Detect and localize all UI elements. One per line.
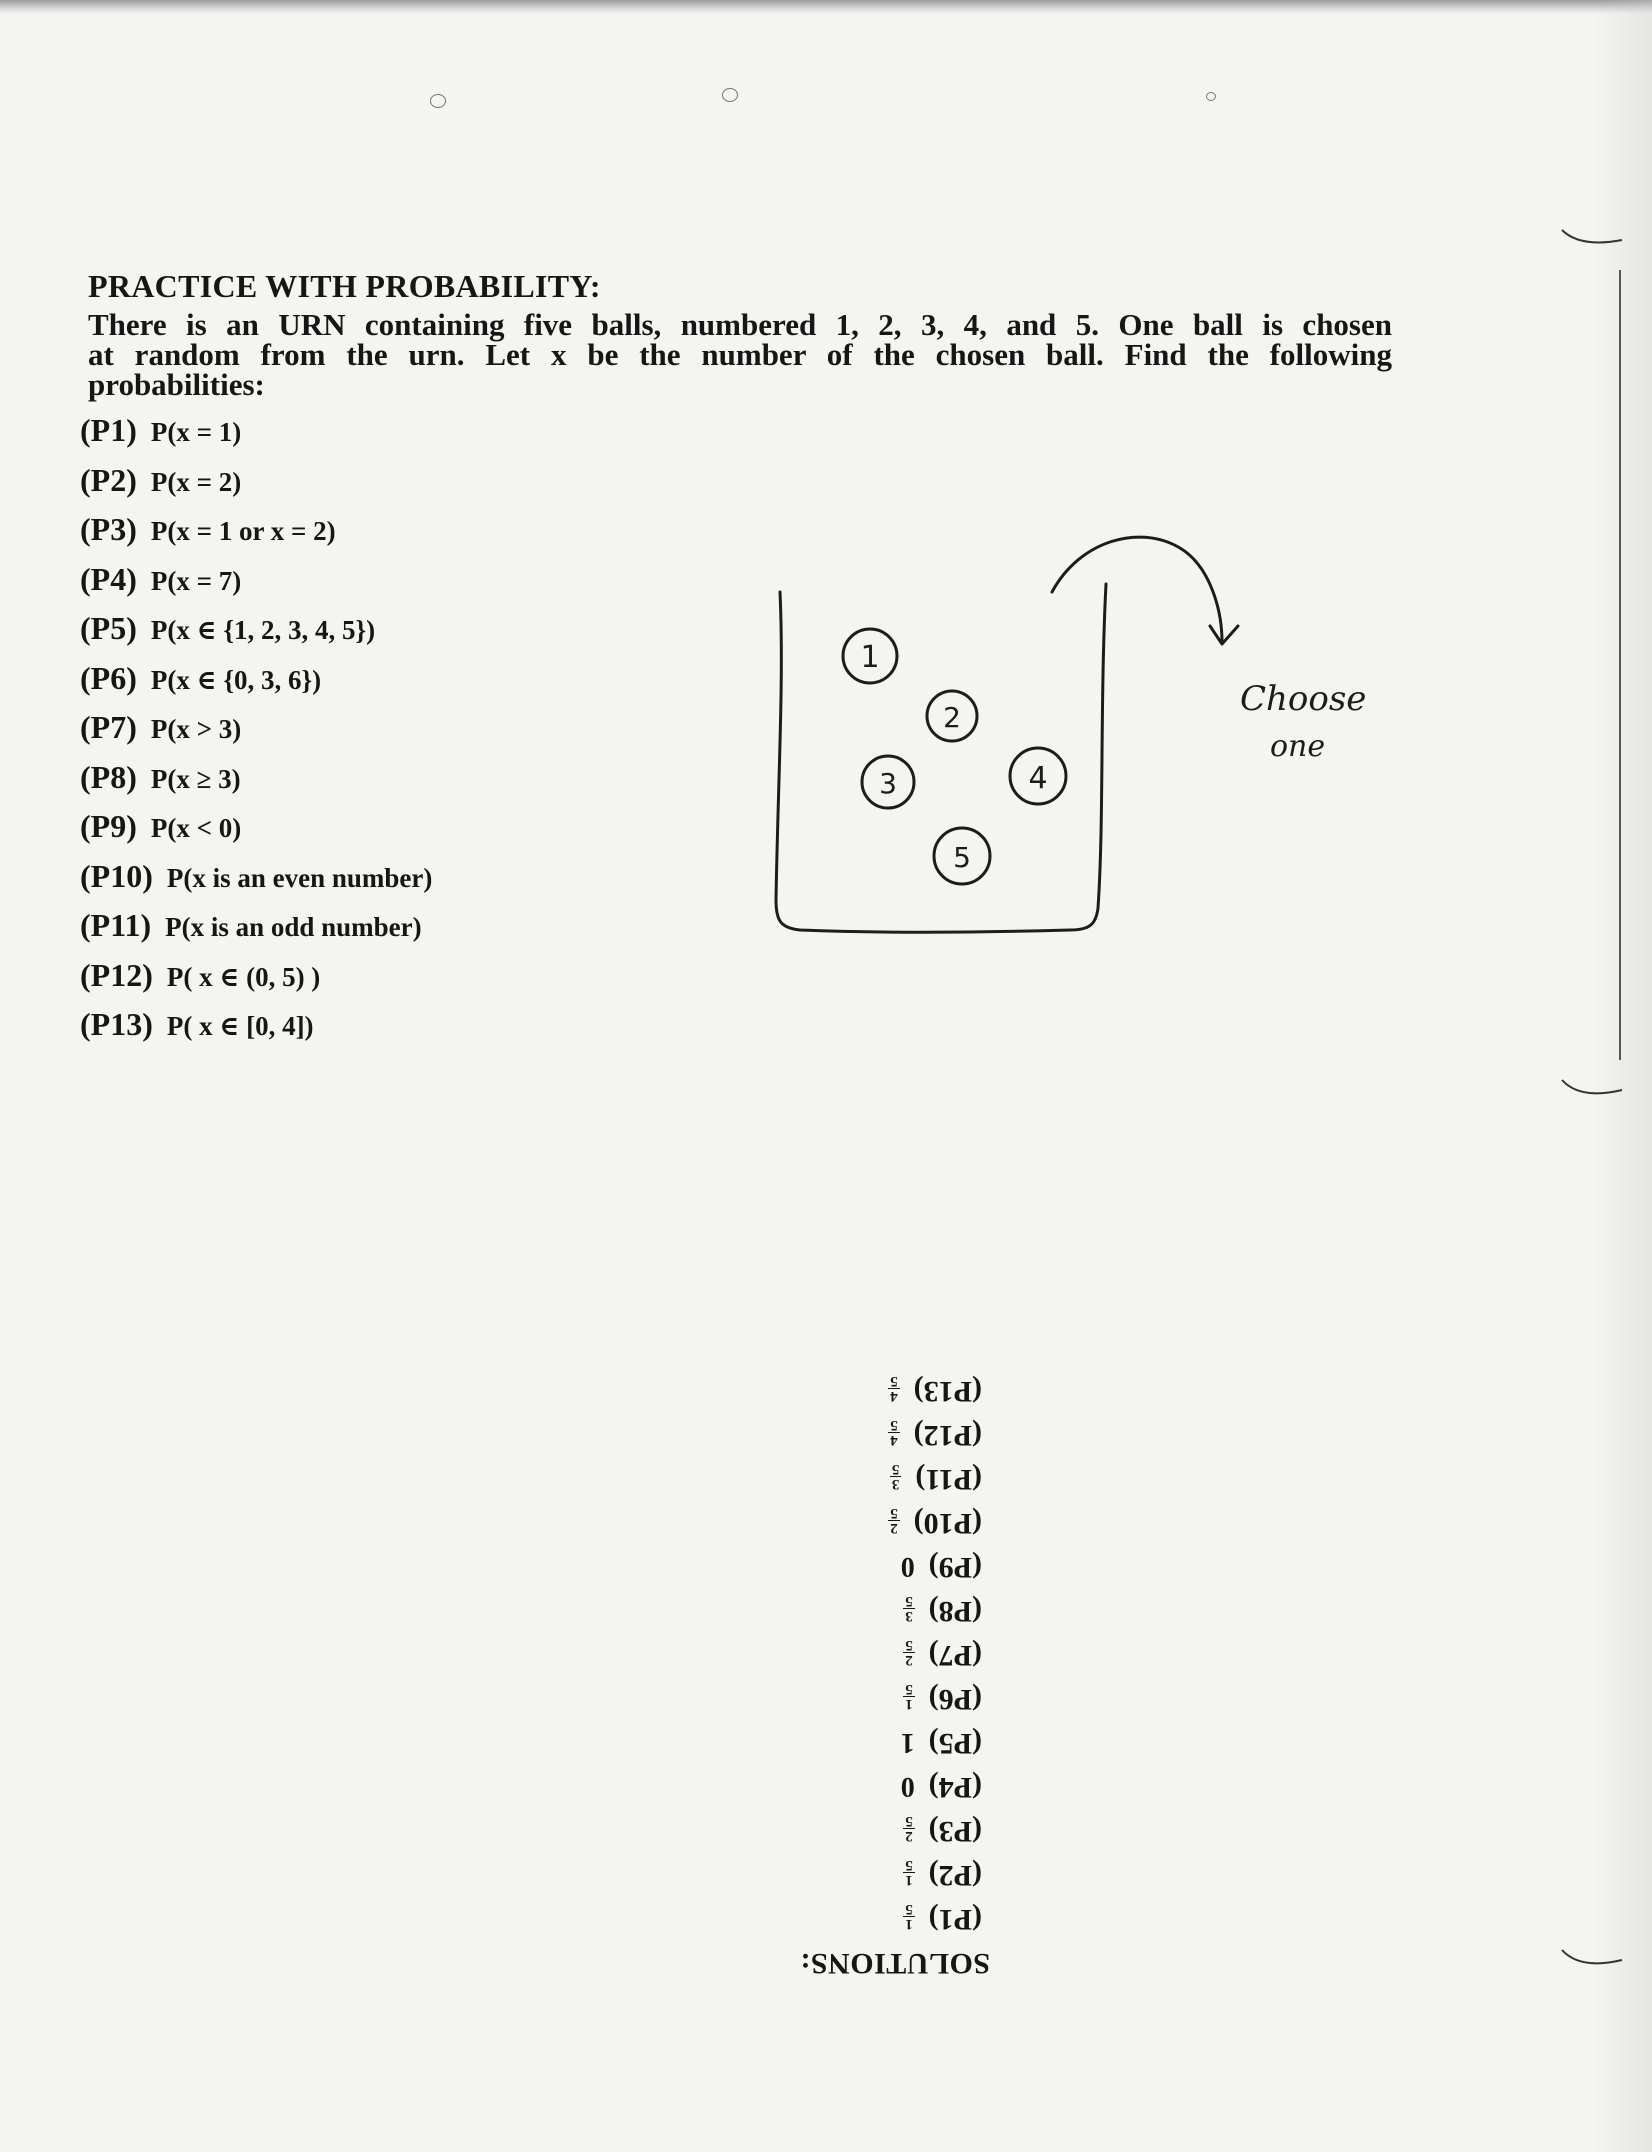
solution-item	[888, 1364, 982, 1408]
fraction-denominator: 5	[905, 1857, 913, 1874]
problem-item	[80, 808, 241, 848]
fraction-denominator: 5	[905, 1901, 913, 1918]
problem-expression: P(x = 2)	[150, 466, 242, 497]
fraction-numerator: 4	[890, 1388, 898, 1405]
solution-value: 1	[900, 1727, 915, 1758]
solution-label: (P11)	[915, 1463, 982, 1496]
urn-diagram	[740, 520, 1420, 960]
solution-value: 0	[900, 1551, 915, 1582]
problem-label: (P6)	[80, 659, 137, 696]
solutions-title: SOLUTIONS:	[799, 1947, 990, 1980]
problem-item	[80, 511, 336, 551]
page-title: PRACTICE WITH PROBABILITY:	[88, 268, 601, 304]
one-label: one	[1270, 729, 1326, 764]
solution-label: (P7)	[928, 1639, 982, 1672]
solution-item	[901, 1540, 982, 1584]
fraction-denominator: 5	[905, 1637, 913, 1654]
fraction-numerator: 1	[905, 1916, 913, 1933]
svg-text:5: 5	[953, 841, 971, 874]
ball-5	[934, 828, 990, 884]
problem-item	[80, 412, 241, 452]
fraction-denominator: 5	[890, 1373, 898, 1390]
problem-expression: P(x = 7)	[150, 565, 242, 596]
solution-label: (P6)	[928, 1683, 982, 1716]
solution-label: (P5)	[928, 1727, 982, 1760]
problem-item	[80, 907, 422, 947]
problem-label: (P10)	[80, 857, 153, 894]
problem-expression: P(x > 3)	[150, 714, 242, 744]
problem-expression: P(x is an even number)	[166, 862, 433, 893]
solution-label: (P4)	[928, 1771, 982, 1804]
solution-fraction	[888, 1506, 900, 1535]
solution-fraction	[903, 1638, 915, 1667]
fraction-numerator: 3	[905, 1608, 913, 1625]
solution-label: (P12)	[913, 1419, 982, 1452]
svg-text:3: 3	[879, 767, 897, 800]
solutions-upside-down	[610, 1350, 1030, 1980]
problem-expression: P(x is an odd number)	[165, 912, 422, 942]
problem-expression: P(x ≥ 3)	[150, 763, 241, 794]
fraction-denominator: 5	[890, 1417, 898, 1434]
problem-label: (P12)	[80, 956, 153, 993]
fraction-numerator: 1	[905, 1696, 913, 1713]
arrow-head	[1210, 626, 1238, 644]
solution-label: (P2)	[928, 1859, 982, 1892]
fraction-numerator: 3	[891, 1476, 900, 1493]
solution-label: (P13)	[913, 1375, 982, 1408]
problem-label: (P4)	[80, 560, 137, 597]
solution-value: 0	[900, 1771, 915, 1802]
problem-label: (P13)	[80, 1006, 153, 1042]
ball-1	[843, 629, 897, 683]
problem-label: (P7)	[80, 709, 137, 745]
intro-line: probabilities:	[88, 367, 265, 402]
problem-item	[80, 957, 320, 997]
fraction-denominator: 5	[890, 1505, 898, 1522]
solution-item	[888, 1408, 982, 1452]
solution-fraction	[903, 1858, 915, 1887]
problem-item	[80, 660, 321, 700]
fraction-numerator: 2	[905, 1652, 913, 1669]
solution-item	[901, 1760, 982, 1804]
solution-item	[903, 1804, 982, 1848]
solution-fraction	[903, 1682, 915, 1711]
fraction-denominator: 5	[905, 1813, 913, 1830]
solution-label: (P1)	[928, 1903, 982, 1936]
fraction-denominator: 5	[891, 1461, 900, 1478]
solution-item	[888, 1496, 982, 1540]
fraction-numerator: 2	[905, 1828, 913, 1845]
problem-expression: P(x = 1)	[150, 417, 242, 447]
fraction-numerator: 4	[890, 1432, 898, 1449]
problem-expression: P(x = 1 or x = 2)	[150, 516, 336, 546]
fraction-numerator: 2	[890, 1520, 898, 1537]
fraction-denominator: 5	[905, 1593, 913, 1610]
solution-fraction	[903, 1594, 915, 1623]
problem-item	[80, 1006, 314, 1046]
problem-label: (P2)	[80, 461, 137, 498]
problem-statement	[88, 307, 1392, 402]
problem-expression: P( x ∈ (0, 5) )	[166, 961, 321, 992]
solution-label: (P8)	[928, 1595, 982, 1628]
solution-fraction	[903, 1814, 915, 1843]
solution-item	[903, 1848, 982, 1892]
problem-item	[80, 858, 432, 898]
problem-label: (P8)	[80, 758, 137, 795]
problem-label: (P1)	[80, 412, 137, 448]
problem-label: (P11)	[80, 907, 152, 943]
svg-text:4: 4	[1028, 761, 1048, 796]
problem-item	[80, 462, 241, 502]
problem-label: (P3)	[80, 511, 137, 547]
solution-fraction	[890, 1462, 902, 1491]
problem-expression: P( x ∈ [0, 4])	[166, 1011, 314, 1041]
problem-item	[80, 610, 375, 650]
problem-item	[80, 709, 241, 749]
solution-label: (P9)	[928, 1551, 982, 1584]
intro-line: There is an URN containing five balls, numbered 1, 2, 3, 4, and 5. One ball is chosen	[88, 307, 1392, 342]
solution-item	[903, 1628, 982, 1672]
fraction-numerator: 1	[905, 1872, 913, 1889]
solution-item	[890, 1452, 982, 1496]
problem-expression: P(x < 0)	[150, 813, 242, 843]
solution-fraction	[903, 1902, 915, 1931]
urn-outline	[776, 584, 1106, 932]
solution-item	[903, 1672, 982, 1716]
solution-fraction	[888, 1418, 900, 1447]
problem-expression: P(x ∈ {0, 3, 6})	[150, 664, 322, 695]
solution-item	[901, 1716, 982, 1760]
problem-item	[80, 561, 241, 601]
svg-text:2: 2	[943, 701, 961, 734]
solution-item	[903, 1584, 982, 1628]
solution-fraction	[888, 1374, 900, 1403]
ball-2	[927, 691, 977, 741]
problem-label: (P9)	[80, 808, 137, 844]
ball-4	[1010, 748, 1066, 804]
svg-text:1: 1	[860, 640, 880, 675]
ball-3	[862, 756, 914, 808]
fraction-denominator: 5	[905, 1681, 913, 1698]
choose-label: Choose	[1240, 679, 1367, 719]
problem-label: (P5)	[80, 610, 137, 646]
solution-label: (P3)	[928, 1815, 982, 1848]
problem-item	[80, 759, 241, 799]
intro-line: at random from the urn. Let x be the number of the chosen ball. Find the following	[88, 337, 1392, 372]
choose-arrow	[1052, 537, 1222, 642]
problem-expression: P(x ∈ {1, 2, 3, 4, 5})	[150, 615, 376, 645]
solution-item	[903, 1892, 982, 1936]
solution-label: (P10)	[913, 1507, 982, 1540]
